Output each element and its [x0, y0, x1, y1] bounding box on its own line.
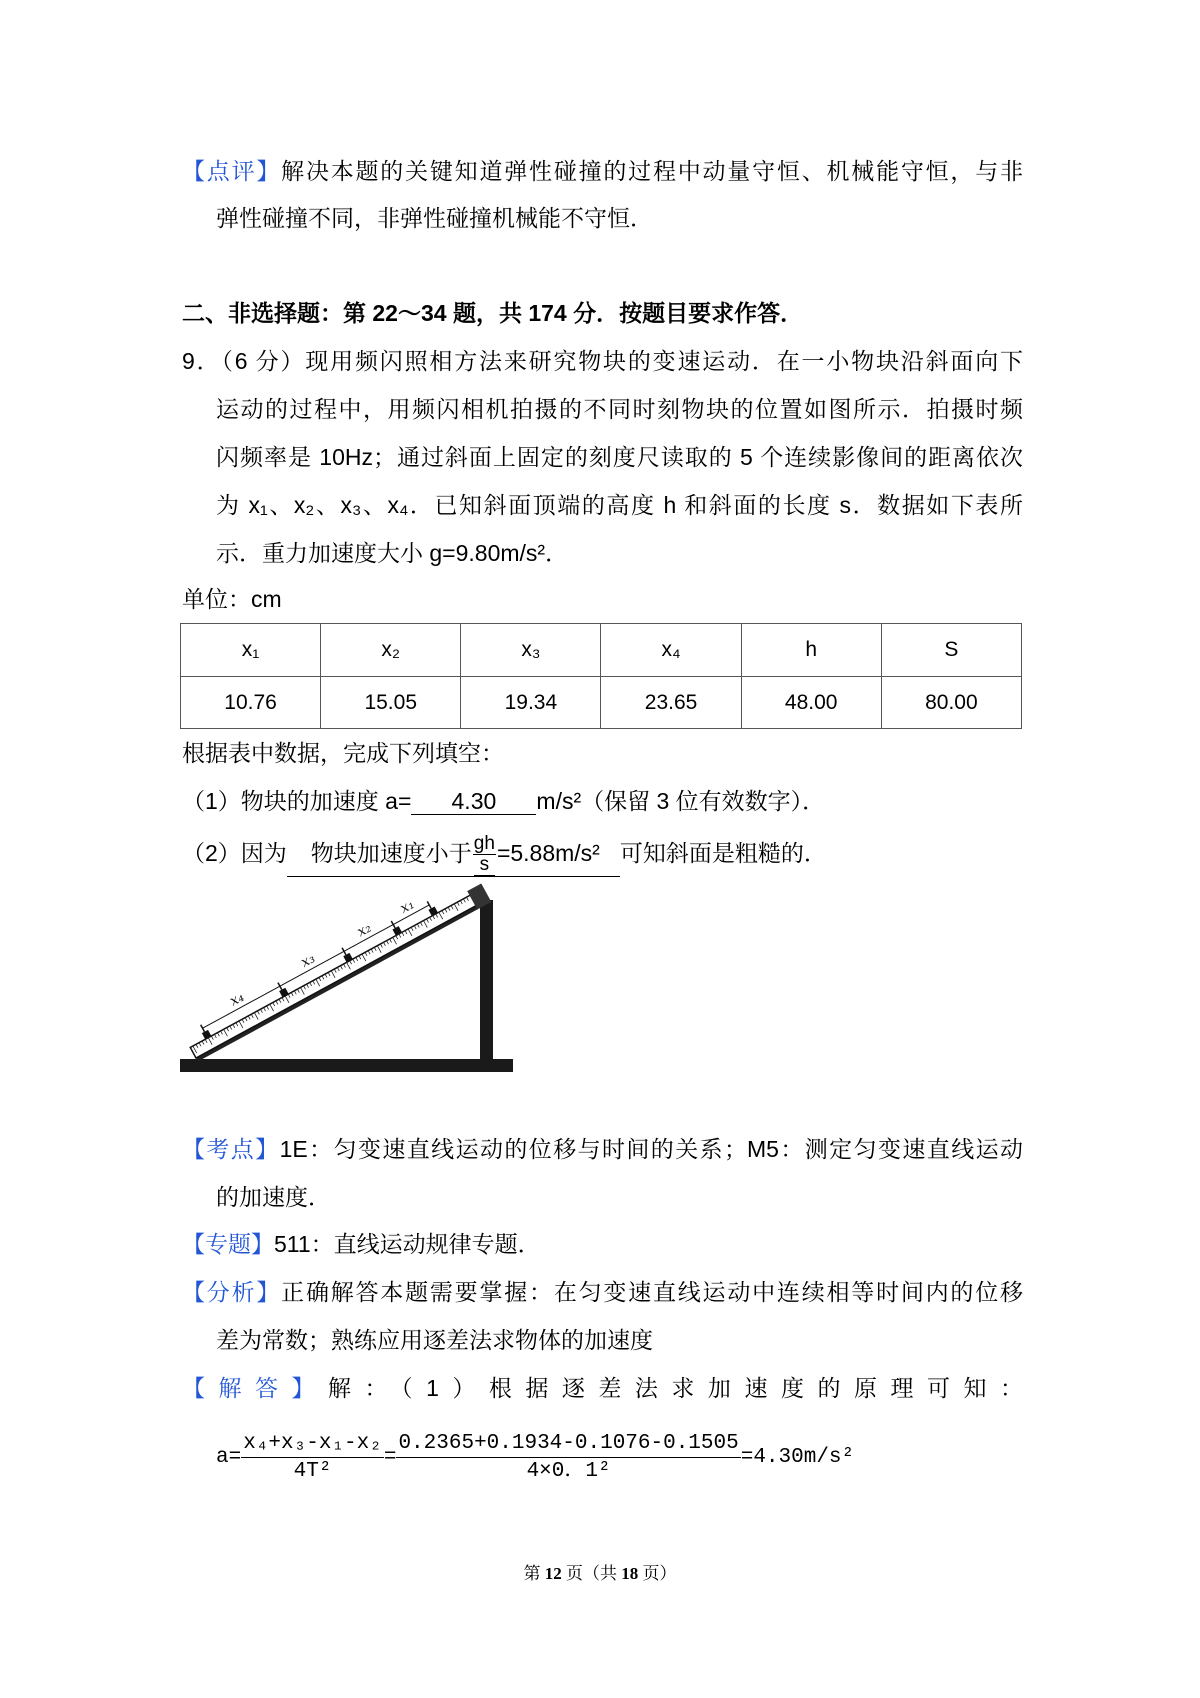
- knowledge-line-2: 的加速度．: [216, 1184, 331, 1210]
- question-line-1: [182, 344, 1023, 378]
- footer-middle: 页（共: [561, 1564, 622, 1583]
- formula-fraction-symbolic: [241, 1431, 384, 1486]
- support-post: [480, 900, 493, 1062]
- formula-denominator: 4×0．1²: [526, 1459, 611, 1483]
- table-cell: 10.76: [181, 677, 321, 729]
- blank-2-answer-tail: =5.88m/s²: [496, 840, 600, 867]
- figure-label-x1: x₁: [397, 896, 418, 917]
- formula-denominator: 4T²: [293, 1459, 332, 1483]
- question-text: （6 分）现用频闪照相方法来研究物块的变速运动．在一小物块沿斜面向下: [221, 348, 1023, 374]
- knowledge-text: 1E：匀变速直线运动的位移与时间的关系；M5：测定匀变速直线运动: [279, 1136, 1023, 1162]
- knowledge-line-1: [182, 1132, 1023, 1166]
- comment-label: 【点评】: [182, 158, 282, 184]
- formula-result: =4.30m/s²: [740, 1446, 855, 1469]
- ground-base: [180, 1059, 513, 1072]
- comment-line-2: 弹性碰撞不同，非弹性碰撞机械能不守恒．: [216, 205, 653, 231]
- question-line-3: 闪频率是 10Hz；通过斜面上固定的刻度尺读取的 5 个连续影像间的距离依次: [216, 444, 1023, 470]
- formula-numerator: 0.2365+0.1934-0.1076-0.1505: [396, 1431, 740, 1458]
- blank-2-line: [182, 833, 827, 875]
- page-footer: [0, 1563, 1200, 1585]
- table-cell: 15.05: [321, 677, 461, 729]
- blank-1-answer: 4.30: [411, 788, 536, 815]
- acceleration-formula: [216, 1418, 854, 1498]
- gh-over-s-fraction: [473, 834, 496, 876]
- table-header-cell: x₃: [461, 624, 601, 677]
- formula-numerator: x₄+x₃-x₁-x₂: [241, 1431, 384, 1458]
- blank-2-answer-text: 物块加速度小于: [310, 840, 472, 867]
- page-number: 12: [544, 1564, 562, 1583]
- blank-2-prefix: （2）因为: [182, 840, 287, 867]
- incline-board: [196, 900, 488, 1061]
- fraction-numerator: gh: [473, 833, 495, 854]
- dimension-end-tick: [391, 921, 395, 928]
- table-header-cell: x₂: [321, 624, 461, 677]
- topic-text: 511：直线运动规律专题．: [274, 1231, 541, 1257]
- blank-1-line: [182, 784, 825, 818]
- unit-label: 单位：cm: [182, 586, 282, 612]
- figure-label-x2: x₂: [354, 919, 375, 941]
- table-cell: 48.00: [741, 677, 881, 729]
- question-line-2: 运动的过程中，用频闪相机拍摄的不同时刻物块的位置如图所示．拍摄时频: [216, 396, 1023, 422]
- comment-line-1: [182, 154, 1023, 188]
- table-header-row: [181, 624, 1022, 677]
- page-total: 18: [621, 1564, 639, 1583]
- knowledge-label: 【考点】: [182, 1136, 280, 1162]
- formula-lhs: a=: [216, 1446, 242, 1469]
- table-cell: 19.34: [461, 677, 601, 729]
- analysis-text: 正确解答本题需要掌握：在匀变速直线运动中连续相等时间内的位移: [281, 1279, 1023, 1305]
- formula-fraction-numeric: [396, 1431, 740, 1486]
- dimension-end-tick: [278, 983, 282, 990]
- table-cell: 23.65: [601, 677, 741, 729]
- section-heading: 二、非选择题：第 22～34 题，共 174 分．按题目要求作答．: [182, 300, 804, 326]
- blank-1-prefix: （1）物块的加速度 a=: [182, 788, 412, 814]
- comment-text: 解决本题的关键知道弹性碰撞的过程中动量守恒、机械能守恒，与非: [281, 158, 1023, 184]
- table-header-cell: x₁: [181, 624, 321, 677]
- analysis-line-2: 差为常数；熟练应用逐差法求物体的加速度: [216, 1327, 653, 1353]
- blank-1-suffix: m/s²（保留 3 位有效数字）．: [536, 788, 826, 814]
- footer-prefix: 第: [523, 1564, 545, 1583]
- dimension-end-tick: [342, 948, 346, 955]
- figure-label-x4: x₄: [227, 989, 247, 1010]
- solution-line: [182, 1371, 1023, 1405]
- dimension-end-tick: [201, 1025, 205, 1032]
- question-line-5: 示．重力加速度大小 g=9.80m/s²．: [216, 540, 569, 566]
- figure-label-x3: x₃: [298, 950, 318, 971]
- analysis-label: 【分析】: [182, 1279, 282, 1305]
- table-cell: 80.00: [881, 677, 1021, 729]
- fill-intro: 根据表中数据，完成下列填空：: [182, 740, 504, 766]
- incline-figure: [178, 880, 523, 1080]
- fraction-denominator: s: [474, 855, 496, 876]
- table-header-cell: h: [741, 624, 881, 677]
- incline-group: [178, 880, 491, 1062]
- topic-label: 【专题】: [182, 1231, 274, 1257]
- solution-label: 【解答】: [182, 1375, 329, 1401]
- table-header-cell: x₄: [601, 624, 741, 677]
- question-number: 9．: [182, 348, 222, 374]
- footer-suffix: 页）: [638, 1564, 677, 1583]
- data-table: [180, 623, 1022, 729]
- table-header-cell: S: [881, 624, 1021, 677]
- analysis-line-1: [182, 1275, 1023, 1309]
- formula-equals: =: [383, 1446, 397, 1469]
- blank-2-suffix: 可知斜面是粗糙的．: [619, 840, 827, 867]
- question-line-4: 为 x₁、x₂、x₃、x₄．已知斜面顶端的高度 h 和斜面的长度 s．数据如下表所: [216, 492, 1023, 518]
- ruler: [190, 890, 486, 1058]
- topic-line: [182, 1227, 541, 1261]
- table-row: [181, 677, 1022, 729]
- solution-text: 解：（1）根据逐差法求加速度的原理可知：: [328, 1375, 1023, 1401]
- blank-2-answer: [287, 834, 620, 877]
- dimension-end-tick: [427, 901, 431, 908]
